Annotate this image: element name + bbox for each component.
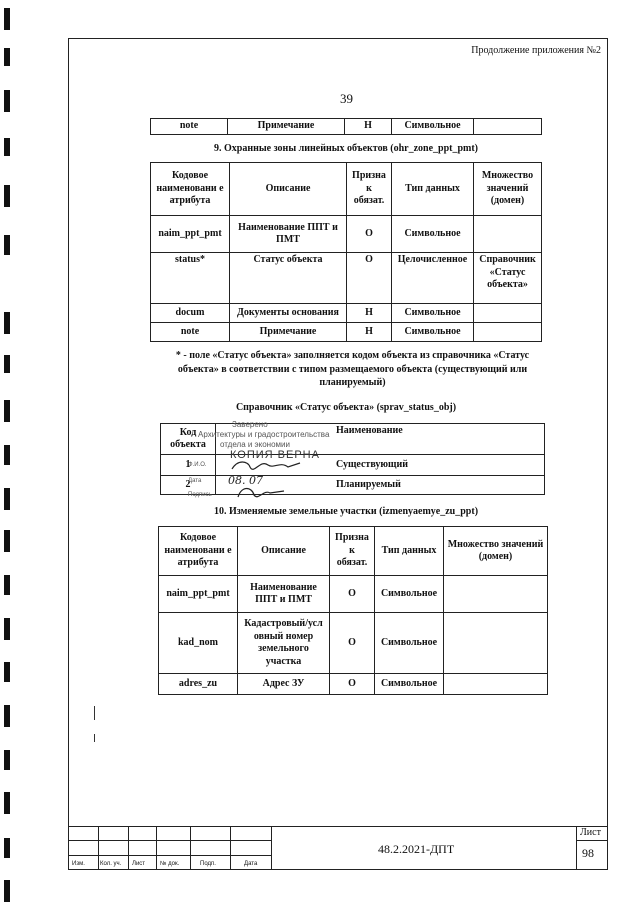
document-code: 48.2.2021-ДПТ: [378, 842, 455, 856]
cell: Н: [345, 119, 392, 135]
header-cell: Тип данных: [375, 527, 444, 576]
divider: [230, 826, 231, 870]
cell: О: [330, 674, 375, 695]
table-row: [151, 253, 542, 304]
section9-caption: 9. Охранные зоны линейных объектов (ohr_zone_ppt_pmt): [213, 143, 479, 154]
cell: adres_zu: [159, 674, 238, 695]
cell: note: [151, 119, 228, 135]
header-cell: Множество значений (домен): [474, 163, 542, 216]
table-row: [151, 119, 542, 135]
header-cell: Тип данных: [392, 163, 474, 216]
cell: Планируемый: [216, 476, 545, 495]
divider: [576, 840, 608, 841]
binder-mark: [4, 312, 10, 334]
binder-mark: [4, 750, 10, 770]
title-col-label: Дата: [244, 861, 258, 867]
cell: [444, 613, 548, 674]
cell: О: [330, 613, 375, 674]
binder-mark: [4, 185, 10, 207]
section10-caption: 10. Изменяемые земельные участки (izmenyaemye_zu_ppt): [213, 506, 479, 517]
binder-mark: [4, 838, 10, 858]
stamp-label: Дата: [188, 478, 202, 484]
cell: [474, 323, 542, 342]
header-cell: Описание: [230, 163, 347, 216]
header-cell: Призна к обязат.: [330, 527, 375, 576]
table-row: [159, 576, 548, 613]
divider: [98, 826, 99, 870]
page-number: 39: [340, 91, 353, 106]
header-cell: Описание: [238, 527, 330, 576]
table-row: [159, 674, 548, 695]
divider: [68, 826, 608, 827]
stamp-line: отдела и экономии: [220, 440, 290, 449]
binder-mark: [4, 445, 10, 465]
binder-mark: [4, 400, 10, 422]
binder-mark: [4, 705, 10, 727]
cell: [474, 304, 542, 323]
footnote: * - поле «Статус объекта» заполняется кодом объекта из справочника «Статус объекта» в соответствии с типом размещаемого объекта (существующий или планируемый): [175, 350, 530, 388]
stamp-label: Подпись: [188, 492, 212, 498]
scan-mark: [94, 706, 95, 720]
stamp-date: 08. 07: [228, 474, 263, 487]
handwritten-signature: [228, 455, 318, 505]
cell: Наименование ППТ и ПМТ: [238, 576, 330, 613]
cell: docum: [151, 304, 230, 323]
sprav-caption: Справочник «Статус объекта» (sprav_status_obj): [235, 402, 457, 413]
cell: [444, 576, 548, 613]
divider: [271, 826, 272, 870]
binder-mark: [4, 138, 10, 156]
cell: Целочисленное: [392, 253, 474, 304]
cell: Символьное: [392, 323, 474, 342]
cell: Символьное: [392, 304, 474, 323]
cell: Символьное: [375, 576, 444, 613]
binder-mark: [4, 880, 10, 902]
sheet-number: 98: [582, 846, 594, 860]
cell: Справочник «Статус объекта»: [474, 253, 542, 304]
cell: Примечание: [228, 119, 345, 135]
divider: [190, 826, 191, 870]
cell: Существующий: [216, 455, 545, 476]
sheet-label: Лист: [580, 827, 601, 838]
title-col-label: Изм.: [72, 861, 85, 867]
cell: kad_nom: [159, 613, 238, 674]
prev-table-row: [150, 118, 542, 135]
cell: Документы основания: [230, 304, 347, 323]
cell: 2: [161, 476, 216, 495]
table-row: [161, 476, 545, 495]
binder-mark: [4, 618, 10, 640]
table-row: [159, 613, 548, 674]
cell: [474, 119, 542, 135]
cell: Символьное: [375, 613, 444, 674]
cell: [444, 674, 548, 695]
table-header-row: [161, 424, 545, 455]
cell: Адрес ЗУ: [238, 674, 330, 695]
continuation-header: Продолжение приложения №2: [471, 45, 601, 56]
binder-mark: [4, 90, 10, 112]
divider: [576, 826, 577, 870]
binder-mark: [4, 235, 10, 255]
binder-mark: [4, 355, 10, 373]
binder-mark: [4, 792, 10, 814]
cell: naim_ppt_pmt: [159, 576, 238, 613]
table-row: [151, 323, 542, 342]
title-col-label: Подп.: [200, 861, 216, 867]
header-cell: Код объекта: [161, 424, 216, 455]
header-cell: Кодовое наименовани е атрибута: [159, 527, 238, 576]
cell: О: [330, 576, 375, 613]
cell: Символьное: [392, 216, 474, 253]
cell: Кадастровый/усл овный номер земельного участка: [238, 613, 330, 674]
binder-mark: [4, 488, 10, 510]
divider: [128, 826, 129, 870]
header-cell: Множество значений (домен): [444, 527, 548, 576]
stamp-copy-mark: КОПИЯ ВЕРНА: [230, 449, 320, 461]
cell: Н: [347, 323, 392, 342]
cell: Символьное: [375, 674, 444, 695]
stamp-line: Заверено: [232, 420, 268, 429]
section10-table: [158, 526, 548, 695]
header-cell: Наименование: [216, 424, 545, 455]
cell: Примечание: [230, 323, 347, 342]
table-row: [151, 304, 542, 323]
cell: 1: [161, 455, 216, 476]
title-col-label: Лист: [132, 861, 146, 867]
cell: О: [347, 216, 392, 253]
cell: note: [151, 323, 230, 342]
title-block: [68, 826, 608, 870]
cell: Статус объекта: [230, 253, 347, 304]
cell: [474, 216, 542, 253]
section9-table: [150, 162, 542, 342]
cell: Н: [347, 304, 392, 323]
title-col-label: Кол. уч.: [100, 861, 122, 867]
cell: status*: [151, 253, 230, 304]
cell: Наименование ППТ и ПМТ: [230, 216, 347, 253]
table-row: [151, 216, 542, 253]
binder-mark: [4, 662, 10, 682]
cell: naim_ppt_pmt: [151, 216, 230, 253]
header-cell: Призна к обязат.: [347, 163, 392, 216]
cell: О: [347, 253, 392, 304]
binder-mark: [4, 48, 10, 66]
header-cell: Кодовое наименовани е атрибута: [151, 163, 230, 216]
binder-mark: [4, 575, 10, 595]
table-row: [161, 455, 545, 476]
table-header-row: [159, 527, 548, 576]
binder-mark: [4, 8, 10, 30]
cell: Символьное: [392, 119, 474, 135]
binder-mark: [4, 530, 10, 552]
stamp-line: Архитектуры и градостроительства: [198, 430, 330, 439]
table-header-row: [151, 163, 542, 216]
divider: [156, 826, 157, 870]
scan-mark: [94, 734, 95, 742]
title-col-label: № док.: [160, 861, 180, 867]
stamp-label: Ф.И.О.: [188, 462, 207, 468]
